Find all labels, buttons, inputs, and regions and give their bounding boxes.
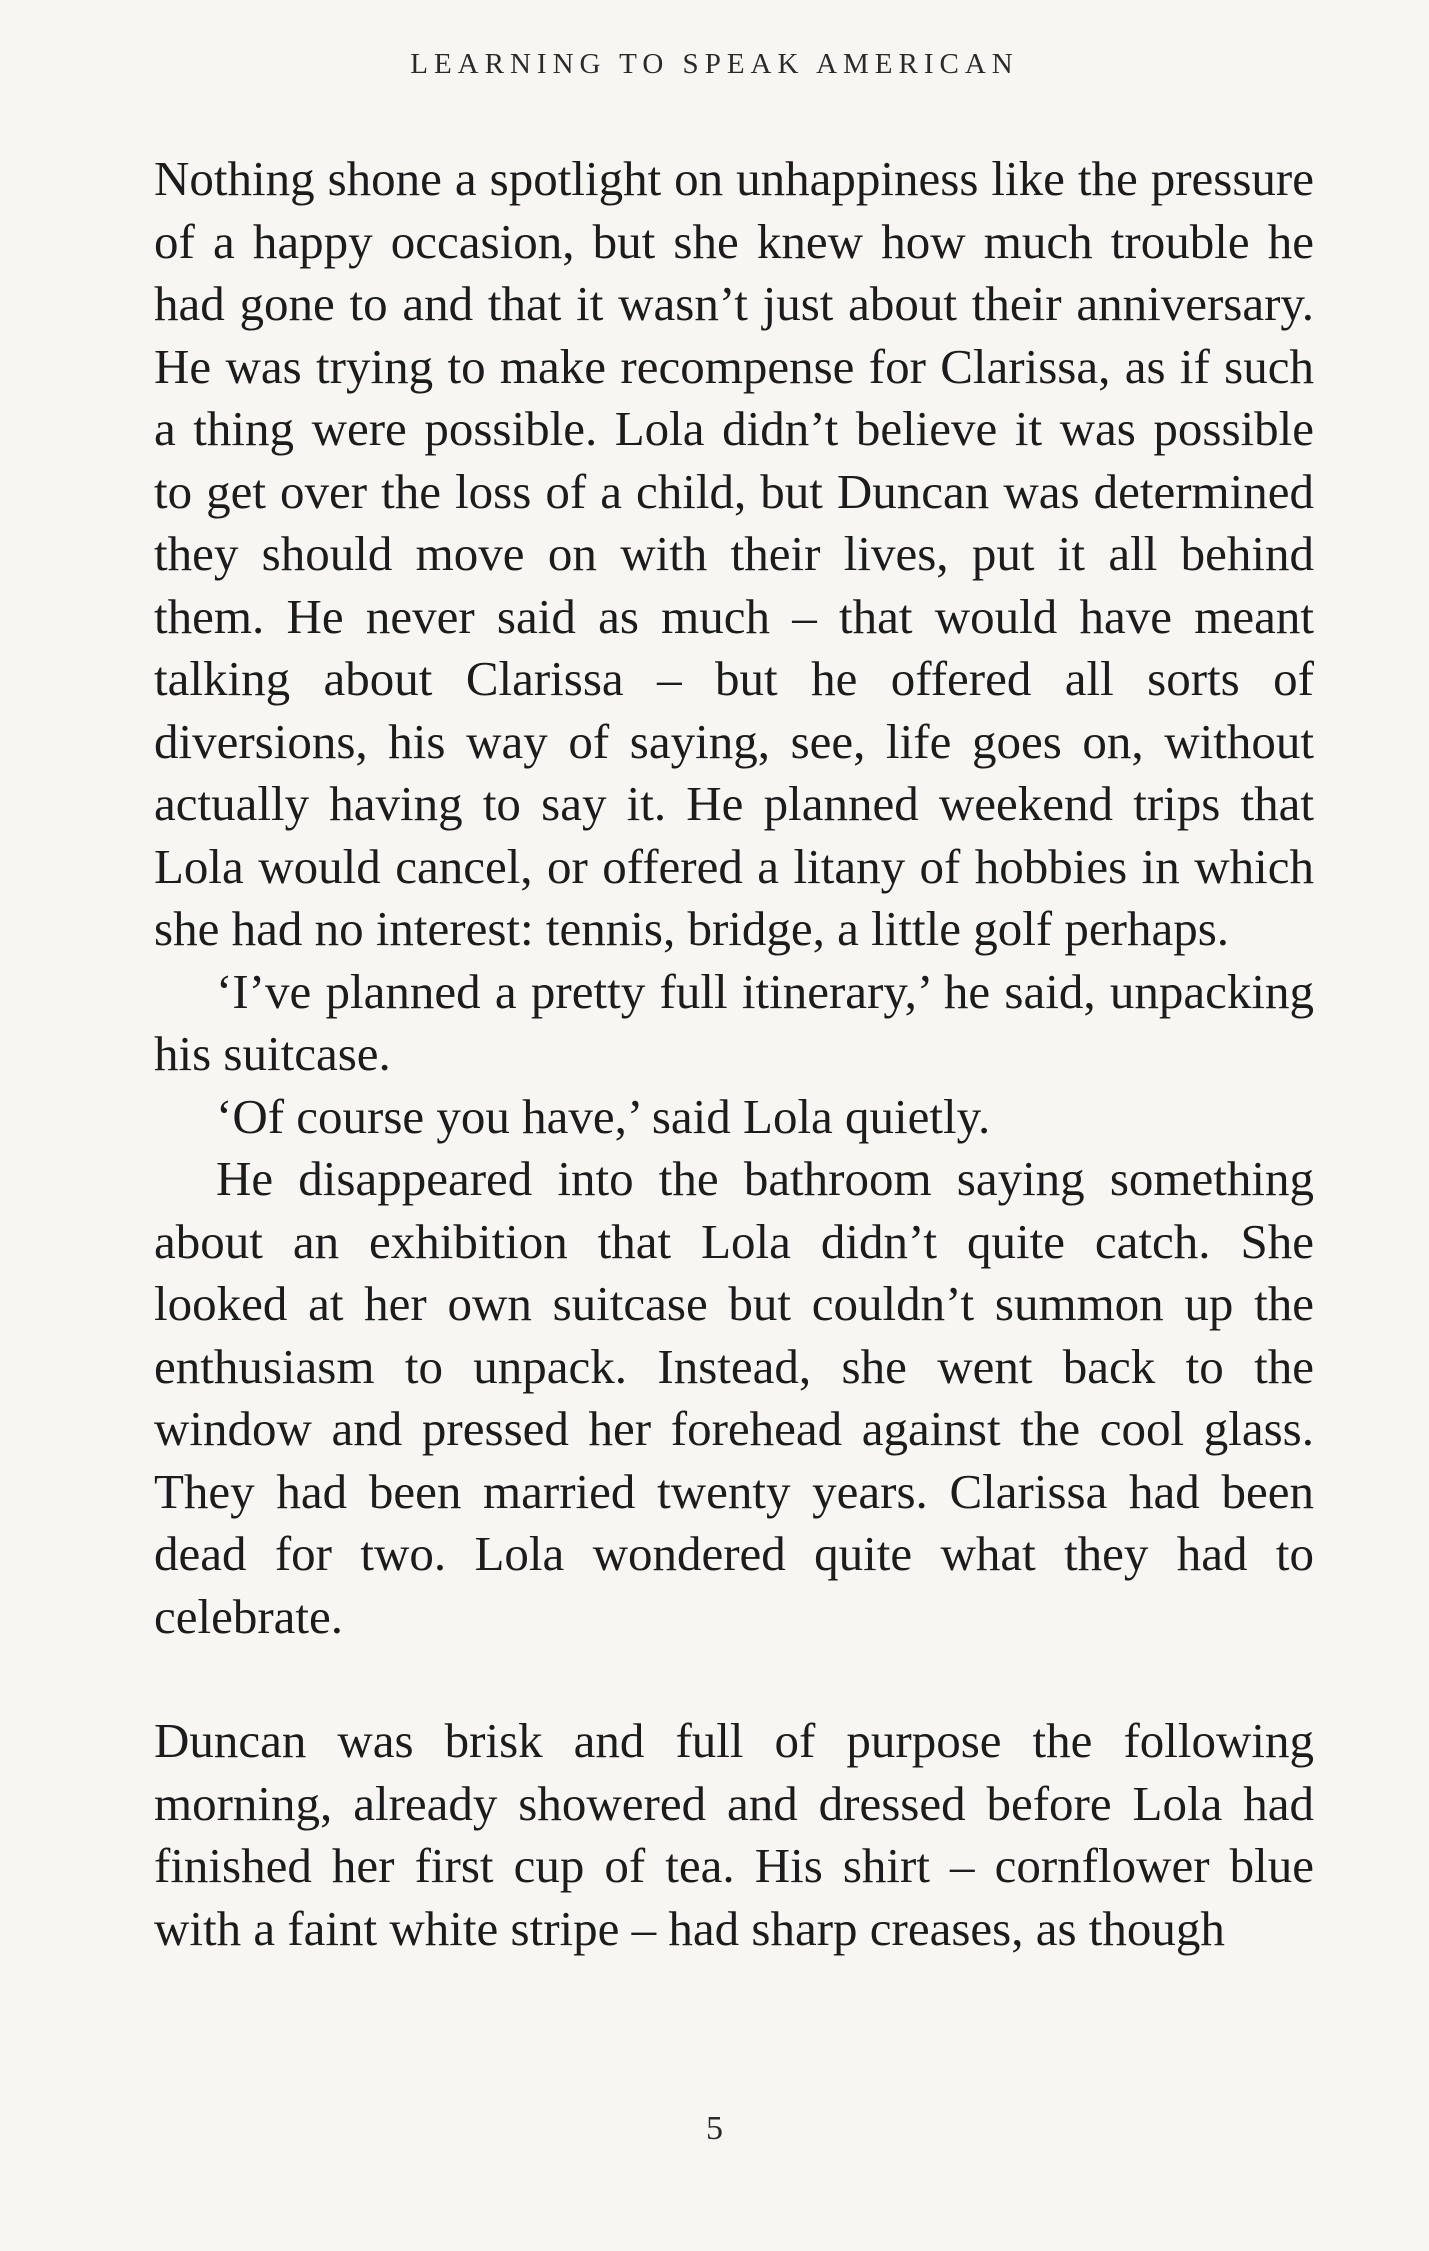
page-number: 5 (706, 2110, 723, 2147)
paragraph: ‘I’ve planned a pretty full itinerary,’ he said, unpacking his suitcase. (154, 963, 1314, 1081)
paragraph: Nothing shone a spotlight on unhappiness like the pressure of a happy occasion, but she knew how much trouble he had gone to and that it wasn’t just about their anniversary. He was trying to make recompense for Clarissa, as if such a thing were possible. Lola didn’t believe it was possible to get over the loss of a child, but Duncan was determined they should move on with their lives, put it all behind them. He never said as much – that would have meant talking about Clarissa – but he offered all sorts of diversions, his way of saying, see, life goes on, without actually having to say it. He planned weekend trips that Lola would cancel, or offered a litany of hobbies in which she had no interest: tennis, bridge, a little golf perhaps. (154, 151, 1314, 956)
paragraph: Duncan was brisk and full of purpose the following morning, already showered and dressed before Lola had finished her first cup of tea. His shirt – cornflower blue with a faint white stripe – had sharp creases, as though (154, 1713, 1314, 1956)
paragraph: He disappeared into the bathroom saying something about an exhibition that Lola didn’t quite catch. She looked at her own suitcase but couldn’t summon up the enthusiasm to unpack. Instead, she went back to the window and pressed her forehead against the cool glass. They had been married twenty years. Clarissa had been dead for two. Lola wondered quite what they had to celebrate. (154, 1151, 1314, 1644)
body-text (154, 148, 1314, 1960)
running-head: LEARNING TO SPEAK AMERICAN (410, 48, 1019, 80)
paragraph: ‘Of course you have,’ said Lola quietly. (216, 1088, 991, 1144)
section-break (154, 1648, 1314, 1710)
